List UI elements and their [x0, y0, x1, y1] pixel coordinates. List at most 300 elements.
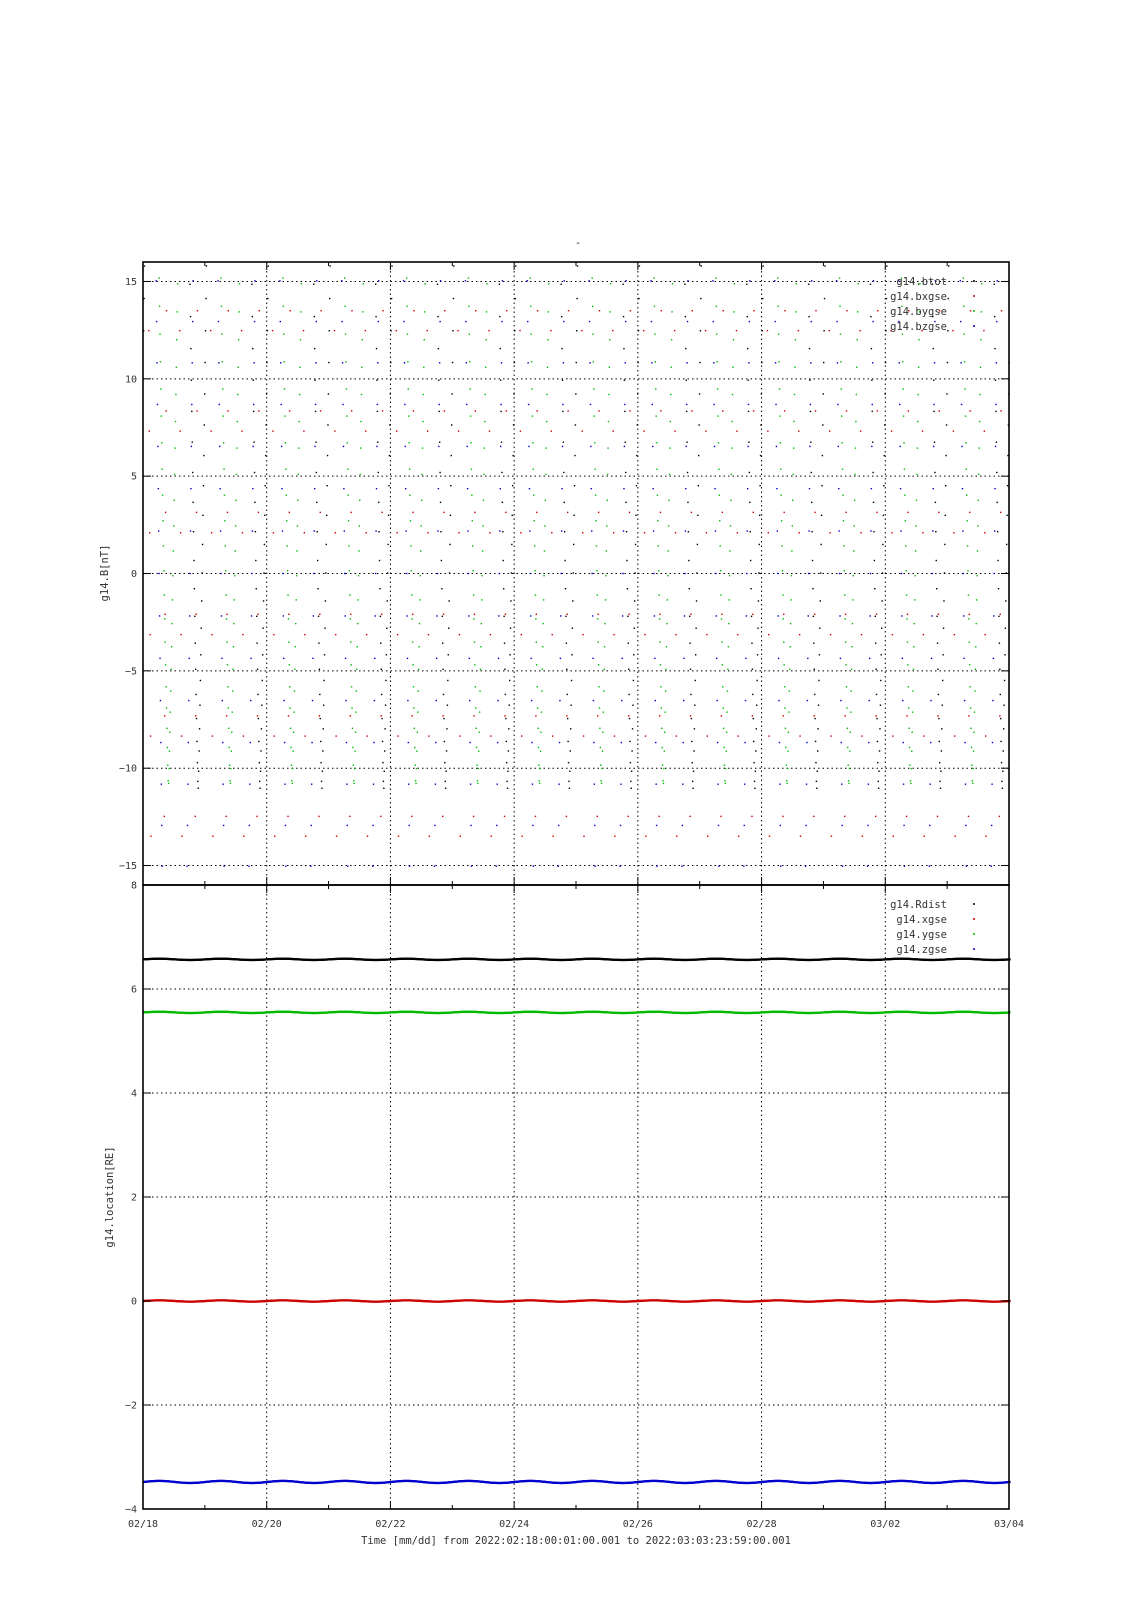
data-point: [171, 623, 172, 624]
series-g14.bzgse: [155, 280, 997, 867]
data-point: [542, 646, 543, 647]
data-point: [500, 404, 501, 405]
data-point: [565, 616, 566, 617]
data-point: [559, 700, 560, 701]
data-point: [784, 686, 785, 687]
data-point: [623, 488, 624, 489]
data-point: [878, 771, 879, 772]
data-point: [512, 455, 513, 456]
data-point: [439, 441, 440, 442]
data-point: [446, 750, 447, 751]
data-point: [861, 634, 862, 635]
data-point: [759, 485, 760, 486]
data-point: [243, 836, 244, 837]
data-point: [189, 615, 190, 616]
data-point: [682, 825, 683, 826]
data-point: [536, 512, 537, 513]
data-point: [380, 816, 381, 817]
data-point: [267, 330, 268, 331]
data-point: [656, 442, 657, 443]
data-point: [595, 520, 596, 521]
data-point: [198, 788, 199, 789]
data-point: [624, 404, 625, 405]
data-point: [970, 310, 971, 311]
data-point: [892, 634, 893, 635]
data-point: [156, 321, 157, 322]
data-point: [473, 816, 474, 817]
data-point: [144, 265, 145, 266]
data-point: [414, 747, 415, 748]
data-point: [264, 515, 265, 516]
data-point: [253, 446, 254, 447]
data-point: [226, 614, 227, 615]
data-point: [530, 658, 531, 659]
data-point: [853, 575, 854, 576]
data-point: [531, 700, 532, 701]
data-point: [937, 715, 938, 716]
data-point: [296, 575, 297, 576]
data-point: [521, 735, 522, 736]
data-point: [289, 512, 290, 513]
data-point: [248, 866, 249, 867]
data-point: [422, 421, 423, 422]
data-point: [594, 825, 595, 826]
data-point: [407, 333, 408, 334]
data-point: [991, 866, 992, 867]
data-point: [345, 333, 346, 334]
data-point: [564, 280, 565, 281]
data-point: [992, 742, 993, 743]
data-point: [1003, 705, 1004, 706]
data-point: [792, 525, 793, 526]
data-point: [467, 488, 468, 489]
data-point: [613, 532, 614, 533]
data-point: [911, 732, 912, 733]
data-point: [190, 316, 191, 317]
data-point: [852, 623, 853, 624]
data-point: [938, 694, 939, 695]
data-point: [736, 330, 737, 331]
data-point: [499, 530, 500, 531]
data-point: [171, 646, 172, 647]
data-point: [720, 594, 721, 595]
data-point: [409, 468, 410, 469]
data-point: [674, 330, 675, 331]
data-point: [838, 488, 839, 489]
data-point: [637, 393, 638, 394]
data-point: [591, 530, 592, 531]
data-point: [881, 600, 882, 601]
data-point: [902, 388, 903, 389]
data-point: [681, 866, 682, 867]
data-point: [470, 825, 471, 826]
data-point: [195, 816, 196, 817]
data-point: [164, 816, 165, 817]
data-point: [261, 728, 262, 729]
data-point: [257, 669, 258, 670]
data-point: [880, 705, 881, 706]
data-point: [350, 512, 351, 513]
data-point: [605, 599, 606, 600]
data-point: [776, 488, 777, 489]
data-point: [871, 446, 872, 447]
data-point: [777, 530, 778, 531]
data-point: [860, 532, 861, 533]
data-point: [658, 545, 659, 546]
data-point: [664, 711, 665, 712]
data-point: [316, 502, 317, 503]
data-point: [811, 502, 812, 503]
data-point: [985, 836, 986, 837]
data-point: [381, 694, 382, 695]
data-point: [408, 415, 409, 416]
data-point: [577, 265, 578, 266]
data-point: [758, 572, 759, 573]
top-legend-marks: [973, 280, 975, 327]
data-point: [566, 642, 567, 643]
data-point: [591, 488, 592, 489]
data-point: [946, 424, 947, 425]
data-point: [397, 634, 398, 635]
data-point: [189, 658, 190, 659]
data-point: [657, 494, 658, 495]
data-point: [650, 280, 651, 281]
data-point: [160, 700, 161, 701]
data-point: [857, 339, 858, 340]
data-point: [490, 735, 491, 736]
data-point: [692, 310, 693, 311]
data-point: [874, 560, 875, 561]
data-point: [520, 532, 521, 533]
data-point: [476, 747, 477, 748]
data-point: [473, 715, 474, 716]
data-point: [176, 339, 177, 340]
data-point: [780, 494, 781, 495]
data-point: [515, 298, 516, 299]
data-point: [542, 669, 543, 670]
data-point: [931, 615, 932, 616]
data-point: [221, 306, 222, 307]
data-point: [559, 742, 560, 743]
data-point: [349, 816, 350, 817]
data-point: [573, 544, 574, 545]
data-point: [795, 339, 796, 340]
data-point: [778, 658, 779, 659]
data-point: [619, 866, 620, 867]
data-point: [483, 474, 484, 475]
data-point: [180, 430, 181, 431]
data-point: [353, 780, 354, 781]
data-point: [546, 421, 547, 422]
data-point: [998, 616, 999, 617]
series-g14.btot: [143, 265, 1010, 789]
data-point: [259, 310, 260, 311]
data-point: [854, 474, 855, 475]
data-point: [374, 700, 375, 701]
data-point: [189, 573, 190, 574]
data-point: [593, 742, 594, 743]
data-point: [319, 669, 320, 670]
data-point: [259, 788, 260, 789]
data-point: [671, 339, 672, 340]
data-point: [930, 783, 931, 784]
data-point: [378, 472, 379, 473]
data-point: [778, 700, 779, 701]
data-point: [914, 599, 915, 600]
data-point: [502, 502, 503, 503]
data-point: [504, 816, 505, 817]
data-point: [563, 321, 564, 322]
data-point: [283, 306, 284, 307]
data-point: [543, 575, 544, 576]
data-point: [318, 616, 319, 617]
data-point: [442, 715, 443, 716]
data-point: [383, 788, 384, 789]
data-point: [468, 277, 469, 278]
data-point: [1006, 544, 1007, 545]
data-point: [148, 330, 149, 331]
data-point: [755, 750, 756, 751]
data-point: [480, 646, 481, 647]
data-point: [596, 570, 597, 571]
data-point: [479, 690, 480, 691]
data-point: [1001, 781, 1002, 782]
data-point: [906, 594, 907, 595]
data-point: [823, 393, 824, 394]
data-point: [593, 361, 594, 362]
data-point: [197, 781, 198, 782]
data-point: [440, 502, 441, 503]
data-point: [260, 750, 261, 751]
data-point: [799, 532, 800, 533]
data-point: [823, 330, 824, 331]
data-point: [954, 735, 955, 736]
data-point: [351, 707, 352, 708]
data-point: [422, 447, 423, 448]
data-point: [285, 866, 286, 867]
data-point: [811, 531, 812, 532]
data-point: [769, 836, 770, 837]
data-point: [816, 788, 817, 789]
data-point: [349, 570, 350, 571]
data-point: [761, 362, 762, 363]
data-point: [411, 816, 412, 817]
data-point: [345, 700, 346, 701]
data-point: [159, 615, 160, 616]
data-point: [638, 330, 639, 331]
data-point: [757, 654, 758, 655]
data-point: [668, 550, 669, 551]
data-point: [538, 747, 539, 748]
data-point: [723, 747, 724, 748]
data-point: [582, 634, 583, 635]
data-point: [786, 780, 787, 781]
data-point: [700, 330, 701, 331]
data-point: [659, 614, 660, 615]
data-point: [204, 393, 205, 394]
data-point: [637, 362, 638, 363]
data-point: [744, 783, 745, 784]
data-point: [978, 474, 979, 475]
data-point: [995, 411, 996, 412]
data-point: [268, 265, 269, 266]
data-point: [717, 783, 718, 784]
data-point: [562, 404, 563, 405]
data-point: [260, 771, 261, 772]
data-point: [872, 321, 873, 322]
data-point: [458, 532, 459, 533]
data-point: [747, 446, 748, 447]
data-point: [592, 306, 593, 307]
data-point: [718, 866, 719, 867]
data-point: [191, 380, 192, 381]
data-point: [467, 530, 468, 531]
data-point: [418, 646, 419, 647]
data-point: [424, 311, 425, 312]
data-point: [527, 280, 528, 281]
data-point: [320, 741, 321, 742]
data-point: [435, 783, 436, 784]
data-point: [837, 362, 838, 363]
data-point: [753, 310, 754, 311]
data-point: [382, 310, 383, 311]
data-point: [201, 572, 202, 573]
data-point: [841, 415, 842, 416]
data-point: [222, 783, 223, 784]
data-point: [732, 367, 733, 368]
data-point: [809, 348, 810, 349]
data-point: [324, 628, 325, 629]
data-point: [631, 788, 632, 789]
data-point: [818, 680, 819, 681]
data-point: [623, 530, 624, 531]
data-point: [744, 825, 745, 826]
data-point: [906, 816, 907, 817]
data-point: [937, 669, 938, 670]
data-point: [995, 446, 996, 447]
data-point: [822, 424, 823, 425]
data-point: [315, 441, 316, 442]
data-point: [591, 573, 592, 574]
data-point: [969, 410, 970, 411]
data-point: [411, 594, 412, 595]
data-point: [653, 530, 654, 531]
data-point: [815, 310, 816, 311]
data-point: [655, 783, 656, 784]
data-point: [963, 333, 964, 334]
data-point: [945, 515, 946, 516]
data-point: [841, 388, 842, 389]
data-point: [506, 410, 507, 411]
data-point: [850, 711, 851, 712]
data-point: [903, 783, 904, 784]
data-point: [781, 545, 782, 546]
data-point: [999, 669, 1000, 670]
y-tick-label: 0: [130, 569, 137, 580]
data-point: [412, 512, 413, 513]
data-point: [999, 816, 1000, 817]
data-point: [943, 600, 944, 601]
data-point: [899, 362, 900, 363]
data-point: [533, 866, 534, 867]
data-point: [629, 718, 630, 719]
data-point: [376, 380, 377, 381]
data-point: [198, 750, 199, 751]
data-point: [910, 780, 911, 781]
data-point: [378, 280, 379, 281]
data-point: [469, 700, 470, 701]
data-point: [892, 735, 893, 736]
data-point: [381, 718, 382, 719]
data-point: [607, 474, 608, 475]
data-point: [944, 544, 945, 545]
data-point: [475, 728, 476, 729]
data-point: [622, 284, 623, 285]
data-point: [747, 530, 748, 531]
data-point: [1000, 410, 1001, 411]
data-point: [162, 520, 163, 521]
data-point: [911, 750, 912, 751]
data-point: [792, 500, 793, 501]
data-point: [387, 572, 388, 573]
data-point: [335, 735, 336, 736]
data-point: [784, 310, 785, 311]
data-point: [344, 277, 345, 278]
data-point: [845, 641, 846, 642]
data-point: [751, 816, 752, 817]
data-point: [273, 532, 274, 533]
data-point: [795, 311, 796, 312]
data-point: [444, 310, 445, 311]
data-point: [254, 321, 255, 322]
data-point: [744, 742, 745, 743]
data-point: [427, 532, 428, 533]
data-point: [685, 348, 686, 349]
data-point: [362, 311, 363, 312]
data-point: [304, 532, 305, 533]
data-point: [777, 277, 778, 278]
data-point: [485, 367, 486, 368]
data-point: [628, 669, 629, 670]
data-point: [876, 718, 877, 719]
data-point: [847, 765, 848, 766]
data-point: [156, 362, 157, 363]
data-point: [206, 265, 207, 266]
data-point: [347, 866, 348, 867]
data-point: [820, 544, 821, 545]
data-point: [689, 816, 690, 817]
data-point: [199, 705, 200, 706]
data-point: [311, 742, 312, 743]
data-point: [698, 485, 699, 486]
data-point: [192, 362, 193, 363]
data-point: [1002, 771, 1003, 772]
data-point: [562, 380, 563, 381]
data-point: [934, 441, 935, 442]
data-point: [535, 594, 536, 595]
data-point: [200, 654, 201, 655]
data-point: [356, 690, 357, 691]
data-point: [683, 700, 684, 701]
data-point: [721, 715, 722, 716]
data-point: [996, 321, 997, 322]
data-point: [250, 658, 251, 659]
data-point: [720, 816, 721, 817]
data-point: [535, 618, 536, 619]
data-point: [840, 361, 841, 362]
data-point: [427, 430, 428, 431]
data-point: [477, 780, 478, 781]
